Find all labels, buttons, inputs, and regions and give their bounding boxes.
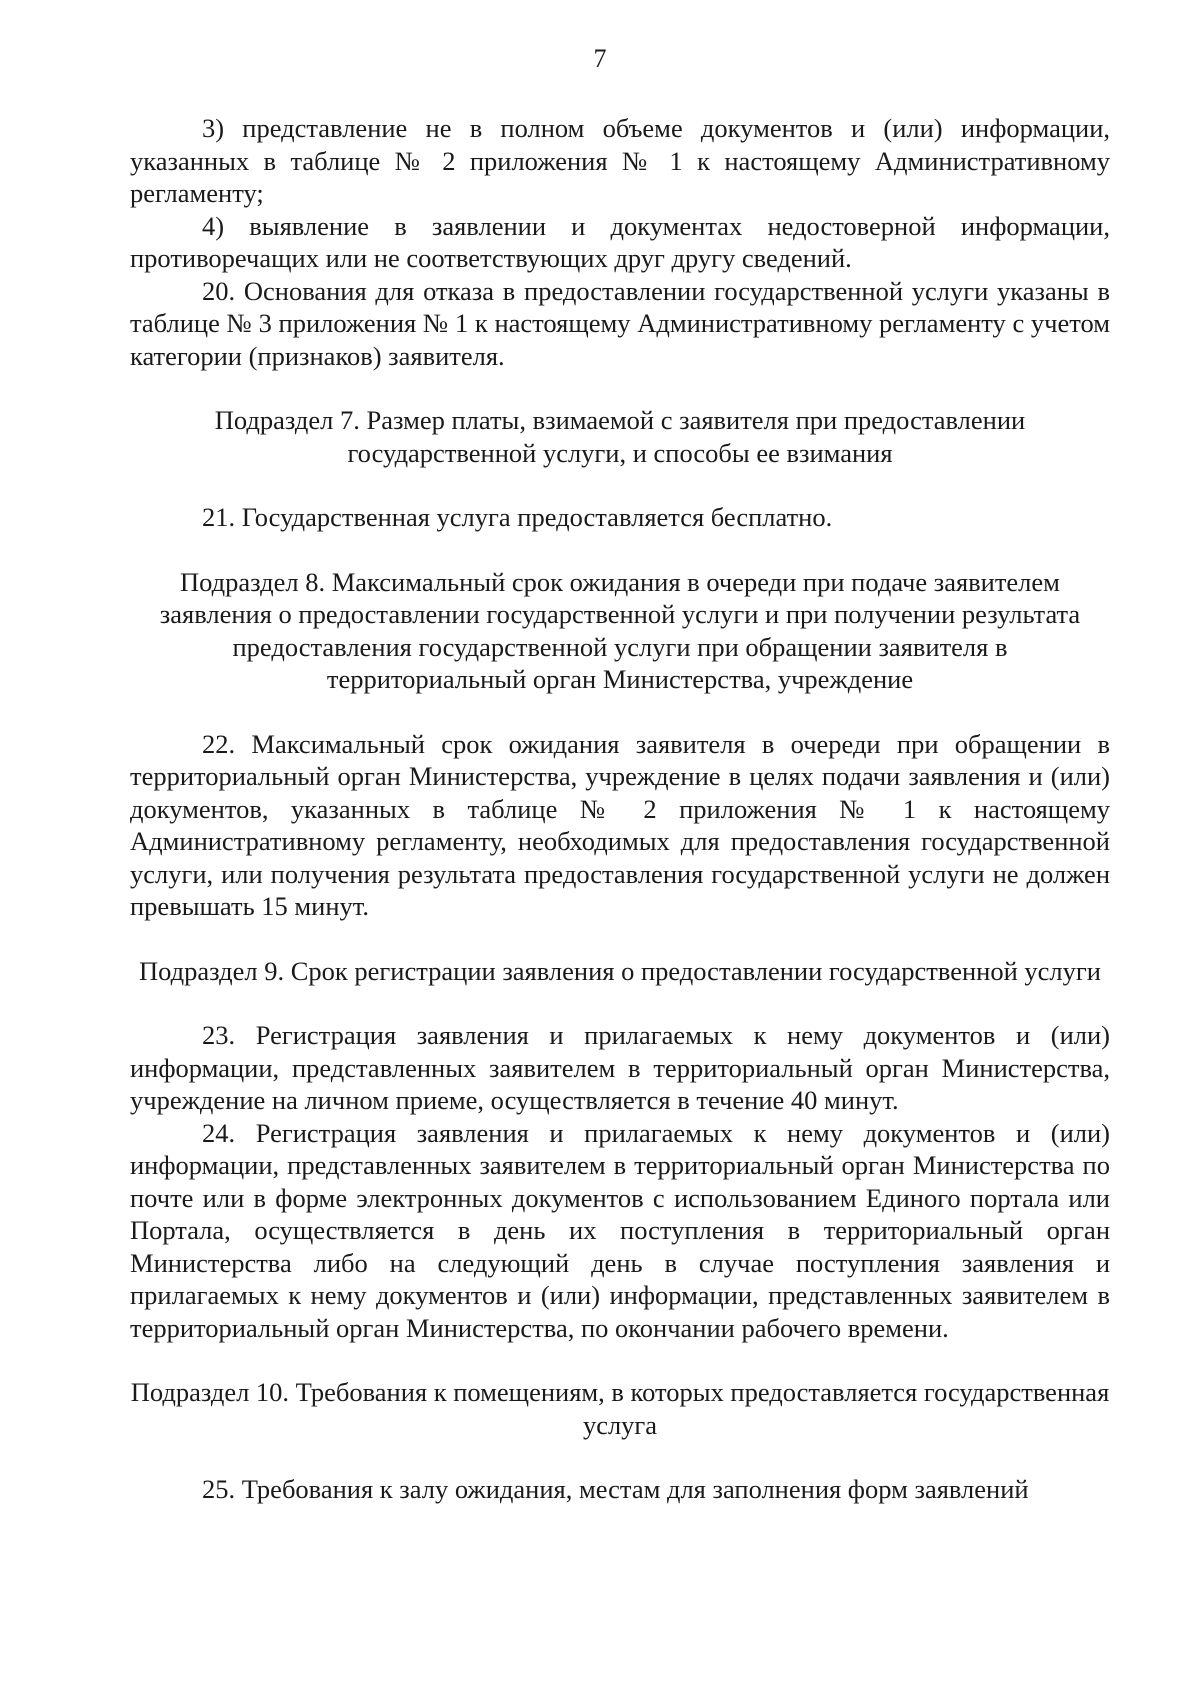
subsection-9-heading: Подраздел 9. Срок регистрации заявления о предоставлении государственной услуги (139, 955, 1101, 986)
list-item-4: 4) выявление в заявлении и документах недостоверной информации, противоречащих или не соответствующих друг другу сведений. (130, 210, 1110, 273)
document-body (130, 112, 1110, 1506)
page-number: 7 (593, 44, 607, 73)
paragraph-23: 23. Регистрация заявления и прилагаемых к нему документов и (или) информации, представленных заявителем в территориальный орган Министерства, учреждение на личном приеме, осуществляется в течение 40 минут. (130, 1020, 1110, 1115)
subsection-10-heading: Подраздел 10. Требования к помещениям, в которых предоставляется государственная услуга (130, 1377, 1110, 1440)
paragraph-25: 25. Требования к залу ожидания, местам для заполнения форм заявлений (202, 1474, 1029, 1504)
paragraph-24: 24. Регистрация заявления и прилагаемых к нему документов и (или) информации, представленных заявителем в территориальный орган Министерства по почте или в форме электронных документов с использованием Единого портала или Портала, осуществляется в день их поступления в территориальный орган Министерства либо на следующий день в случае поступления заявления и прилагаемых к нему документов и (или) информации, представленных заявителем в территориальный орган Министерства, по окончании рабочего времени. (130, 1117, 1110, 1343)
paragraph-21: 21. Государственная услуга предоставляется бесплатно. (202, 502, 833, 532)
list-item-3: 3) представление не в полном объеме документов и (или) информации, указанных в таблице № 2 приложения № 1 к настоящему Административному регламенту; (130, 113, 1110, 208)
paragraph-22: 22. Максимальный срок ожидания заявителя в очереди при обращении в территориальный орган Министерства, учреждение в целях подачи заявления и (или) документов, указанных в таблице № 2 приложения № 1 к настоящему Административному регламенту, необходимых для предоставления государственной услуги, или получения результата предоставления государственной услуги не должен превышать 15 минут. (130, 728, 1110, 921)
subsection-7-heading: Подраздел 7. Размер платы, взимаемой с заявителя при предоставлении государственной услуги, и способы ее взимания (214, 405, 1026, 468)
subsection-8-heading: Подраздел 8. Максимальный срок ожидания в очереди при подаче заявителем заявления о предоставлении государственной услуги и при получении результата предоставления государственной услуги при обращении заявителя в территориальный орган Министерства, учреждение (159, 566, 1081, 694)
paragraph-20: 20. Основания для отказа в предоставлении государственной услуги указаны в таблице № 3 приложения № 1 к настоящему Административному регламенту с учетом категории (признаков) заявителя. (130, 275, 1110, 371)
